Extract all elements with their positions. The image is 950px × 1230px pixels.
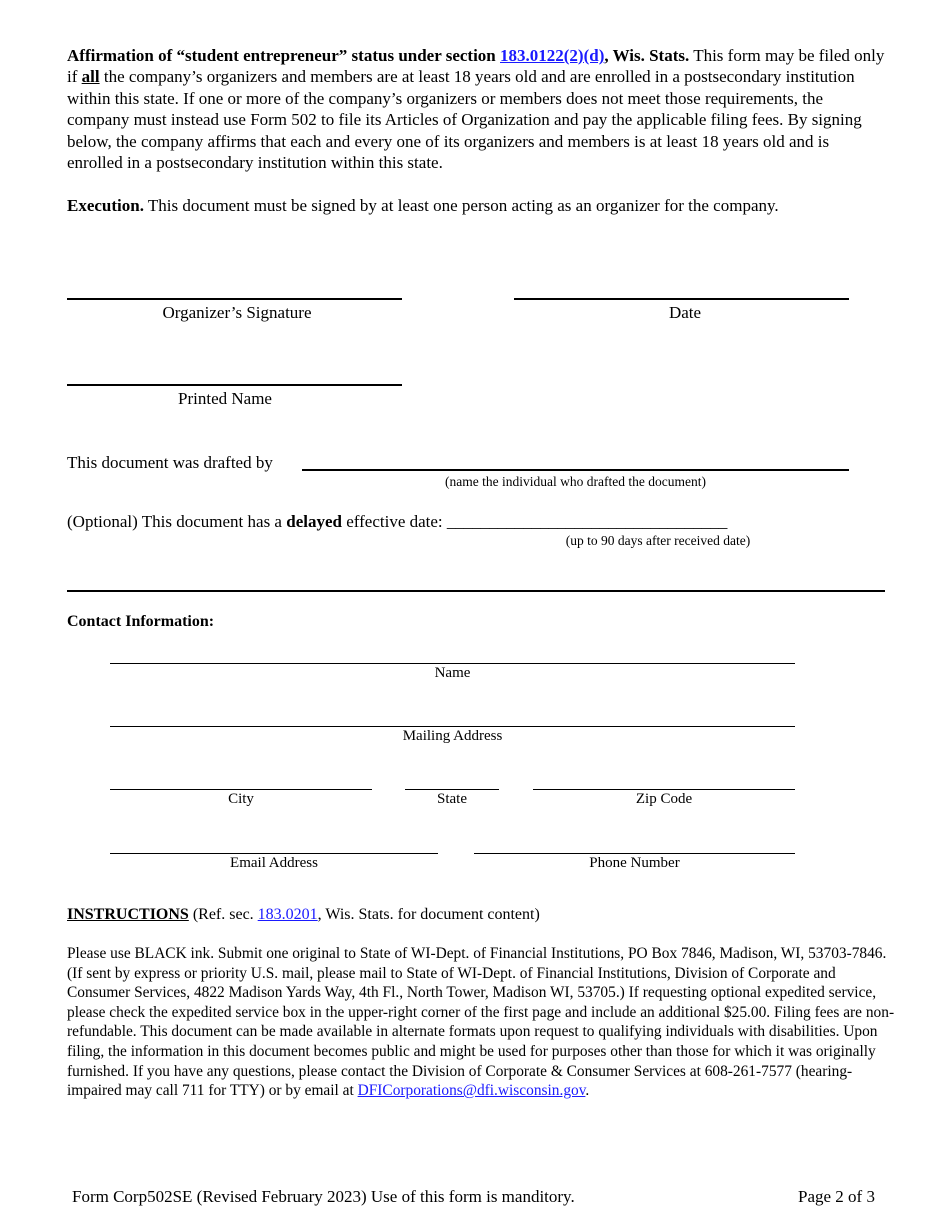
zip-code-label: Zip Code [635, 791, 693, 807]
zip-code-line[interactable] [533, 789, 795, 790]
delayed-date-hint: (up to 90 days after received date) [565, 533, 751, 548]
organizer-signature-line[interactable] [67, 298, 402, 300]
section-183-0201-link[interactable]: 183.0201 [257, 906, 318, 923]
section-183-0122-link[interactable]: 183.0122(2)(d) [500, 46, 605, 65]
phone-number-line[interactable] [474, 853, 795, 854]
footer-form-label: Form Corp502SE (Revised February 2023) Use of this form is manditory. [72, 1187, 575, 1206]
affirmation-heading: Affirmation of “student entrepreneur” status under section 183.0122(2)(d), Wis. Stats. [67, 46, 690, 65]
affirmation-paragraph: Affirmation of “student entrepreneur” status under section 183.0122(2)(d), Wis. Stats. This form may be filed only if all the company’s organizers and members are at least 18 years old and are enrolled in a postsecondary institution within this state. If one or more of the company’s organizers or members does not meet those requirements, the company must instead use Form 502 to file its Articles of Organization and pay the applicable filing fees. By signing below, the company affirms that each and every one of its organizers and members is at least 18 years old and is enrolled in a postsecondary institution within this state. [67, 46, 885, 173]
all-emphasis: all [81, 67, 100, 87]
drafted-by-hint: (name the individual who drafted the document) [445, 474, 706, 489]
delayed-date-row: (Optional) This document has a delayed effective date: _________________________________ [67, 512, 728, 531]
delayed-date-blank[interactable]: _________________________________ [446, 512, 728, 531]
email-address-label: Email Address [230, 855, 318, 871]
execution-paragraph: Execution. This document must be signed by at least one person acting as an organizer for the company. [67, 196, 779, 215]
date-line[interactable] [514, 298, 849, 300]
section-divider [67, 590, 885, 592]
phone-number-label: Phone Number [589, 855, 680, 871]
mailing-address-line[interactable] [110, 726, 795, 727]
instructions-body: Please use BLACK ink. Submit one original to State of WI-Dept. of Financial Institutions, PO Box 7846, Madison, WI, 53703-7846. (If sent by express or priority U.S. mail, please mail to State of WI-Dept. of Financial Institutions, Division of Corporate and Consumer Services, 4822 Madison Yards Way, 4th Fl., North Tower, Madison WI, 53705.) If requesting optional expedited service, please check the expedited service box in the upper-right corner of the first page and include an additional $25.00. Filing fees are non-refundable. This document can be made available in alternate formats upon request to qualifying individuals with disabilities. Upon filing, the information in this document becomes public and might be used for purposes other than those for which it was originally furnished. If you have any questions, please contact the Division of Corporate & Consumer Services at 608-261-7577 (hearing-impaired may call 711 for TTY) or by email at DFICorporations@dfi.wisconsin.gov. [67, 945, 895, 1100]
instructions-heading: INSTRUCTIONS (Ref. sec. 183.0201, Wis. Stats. for document content) [67, 906, 540, 923]
execution-label: Execution. [67, 196, 144, 215]
city-label: City [228, 791, 254, 807]
email-address-line[interactable] [110, 853, 438, 854]
state-label: State [437, 791, 467, 807]
instructions-title: INSTRUCTIONS [67, 906, 189, 923]
state-line[interactable] [405, 789, 499, 790]
contact-title: Contact Information: [67, 613, 215, 630]
printed-name-label: Printed Name [178, 389, 272, 408]
printed-name-line[interactable] [67, 384, 402, 386]
date-label: Date [668, 303, 702, 322]
drafted-by-line[interactable] [302, 469, 849, 471]
organizer-signature-label: Organizer’s Signature [162, 303, 312, 322]
mailing-address-label: Mailing Address [402, 728, 503, 744]
contact-name-line[interactable] [110, 663, 795, 664]
city-line[interactable] [110, 789, 372, 790]
dfi-email-link[interactable]: DFICorporations@dfi.wisconsin.gov [357, 1082, 586, 1100]
contact-name-label: Name [434, 665, 471, 681]
footer-page-label: Page 2 of 3 [798, 1187, 875, 1206]
drafted-by-label: This document was drafted by [67, 453, 273, 472]
